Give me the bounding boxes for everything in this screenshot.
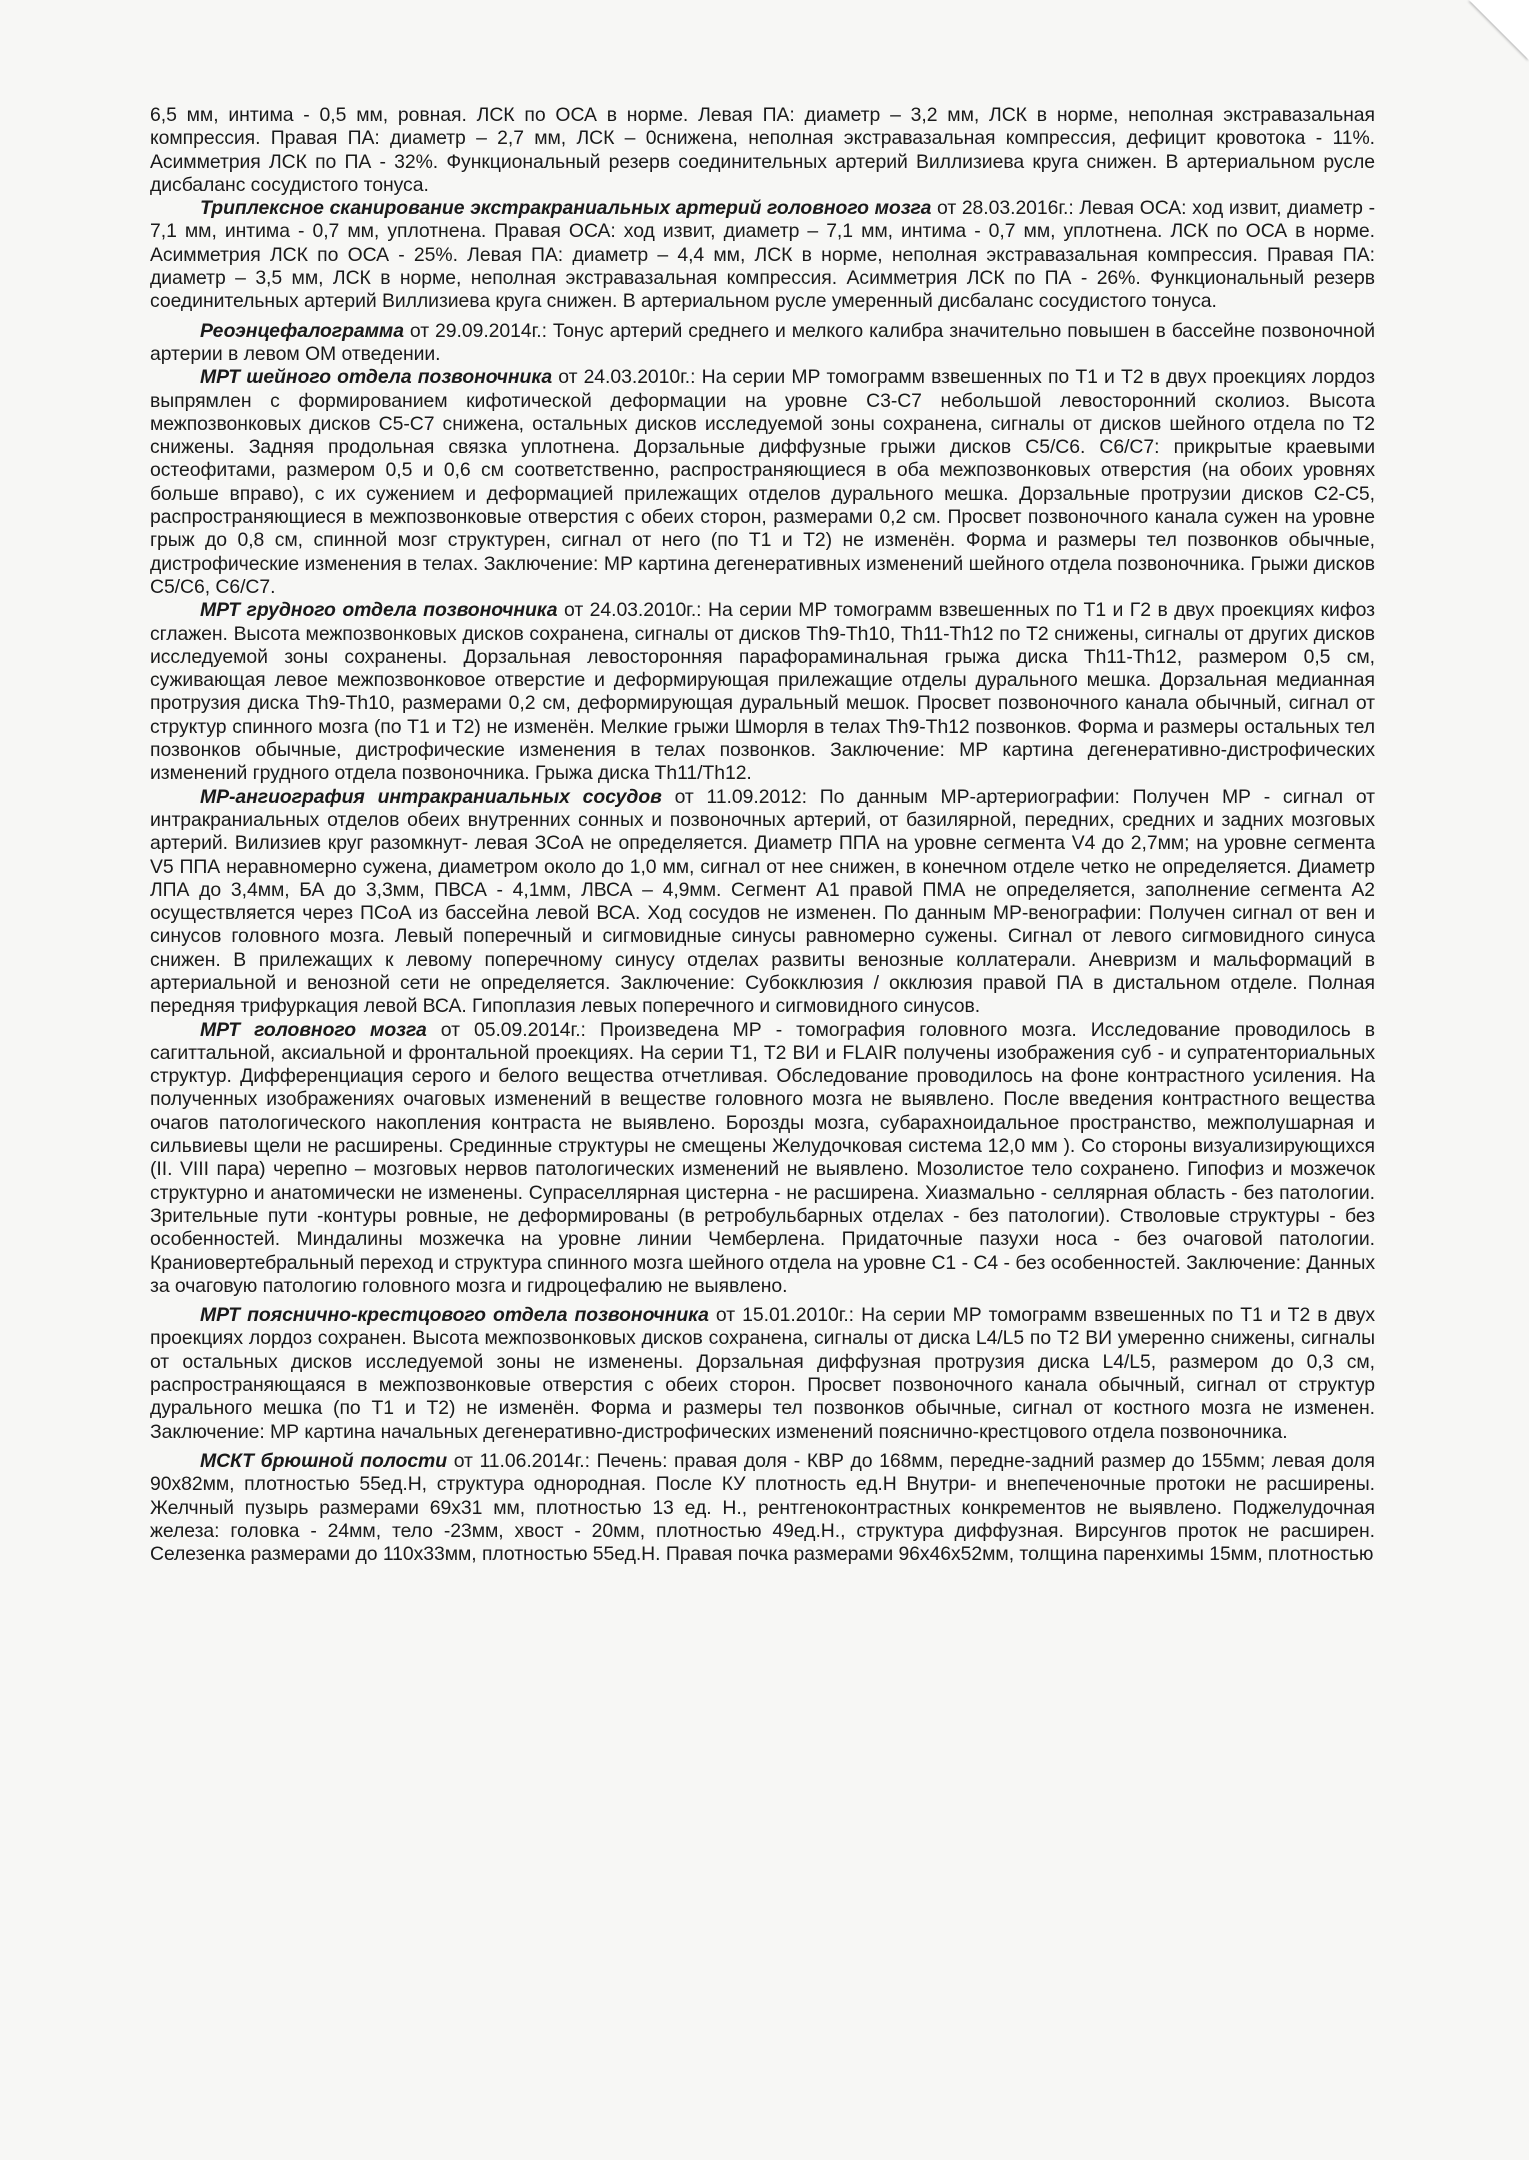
paragraph-text: 6,5 мм, интима - 0,5 мм, ровная. ЛСК по ОСА в норме. Левая ПА: диаметр – 3,2 мм, ЛСК в норме, неполная экстравазальная компрессия. Правая ПА: диаметр – 2,7 мм, ЛСК – 0снижена, неполная экстравазальная компрессия, дефицит кровотока - 11%. Асимметрия ЛСК по ПА - 32%. Функциональный резерв соединительных артерий Виллизиева круга снижен. В артериальном русле дисбаланс сосудистого тонуса. xyxy=(150,104,1375,196)
paragraph-text: от 24.03.2010г.: На серии МР томограмм взвешенных по Т1 и Г2 в двух проекциях кифоз сглажен. Высота межпозвонковых дисков сохранена, сигналы от дисков Th9-Th10, Th11-Th12 по Т2 снижены, сигналы от других дисков исследуемой зоны сохранены. Дорзальная левосторонняя парафораминальная грыжа диска Th11-Th12, размером 0,5 см, суживающая левое межпозвонковое отверстие и деформирующая прилежащие отделы дурального мешка. Дорзальная медианная протрузия диска Th9-Th10, размерами 0,2 см, деформирующая дуральный мешок. Просвет позвоночного канала обычный, сигнал от структур спинного мозга (по Т1 и Т2) не изменён. Мелкие грыжи Шморля в телах Th9-Th12 позвонков. Форма и размеры остальных тел позвонков обычные, дистрофические изменения в телах позвонков. Заключение: МР картина дегенеративно-дистрофических изменений грудного отдела позвоночника. Грыжа диска Th11/Th12. xyxy=(150,599,1375,785)
paragraph-text: от 24.03.2010г.: На серии МР томограмм взвешенных по Т1 и Т2 в двух проекциях лордоз выпрямлен с формированием кифотической деформации на уровне С3-С7 небольшой левосторонний сколиоз. Высота межпозвонковых дисков С5-С7 снижена, остальных дисков исследуемой зоны сохранена, сигналы от дисков шейного отдела по Т2 снижены. Задняя продольная связка уплотнена. Дорзальные диффузные грыжи дисков С5/С6. С6/С7: прикрытые краевыми остеофитами, размером 0,5 и 0,6 см соответственно, распространяющиеся в оба межпозвонковых отверстия (на обоих уровнях больше вправо), с их сужением и деформацией прилежащих отделов дурального мешка. Дорзальные протрузии дисков С2-С5, распространяющиеся в межпозвонковые отверстия с обеих сторон, размерами 0,2 см. Просвет позвоночного канала сужен на уровне грыж до 0,8 см, спинной мозг структурен, сигнал от него (по Т1 и Т2) не изменён. Форма и размеры тел позвонков обычные, дистрофические изменения в телах. Заключение: МР картина дегенеративных изменений шейного отдела позвоночника. Грыжи дисков С5/С6, С6/С7. xyxy=(150,366,1375,598)
paragraph-mri-lumbosacral xyxy=(150,1304,1375,1444)
paragraph-heading: МРТ головного мозга xyxy=(200,1018,427,1041)
paragraph-heading: МРТ грудного отдела позвоночника xyxy=(200,599,558,622)
paragraph-heading: МРТ пояснично-крестцового отдела позвоночника xyxy=(200,1304,709,1327)
document-page xyxy=(150,104,1375,1566)
paragraph-mr-angiography xyxy=(150,786,1375,1019)
paragraph-text: от 28.03.2016г.: Левая ОСА: ход извит, диаметр - 7,1 мм, интима - 0,7 мм, уплотнена. Правая ОСА: ход извит, диаметр – 7,1 мм, интима - 0,7 мм, уплотнена. ЛСК по ОСА в норме. Асимметрия ЛСК по ОСА - 25%. Левая ПА: диаметр – 4,4 мм, ЛСК в норме, неполная экстравазальная компрессия. Правая ПА: диаметр – 3,5 мм, ЛСК в норме, неполная экстравазальная компрессия. Асимметрия ЛСК по ПА - 26%. Функциональный резерв соединительных артерий Виллизиева круга снижен. В артериальном русле умеренный дисбаланс сосудистого тонуса. xyxy=(150,197,1375,313)
paragraph-text: от 11.06.2014г.: Печень: правая доля - КВР до 168мм, передне-задний размер до 155мм; левая доля 90х82мм, плотностью 55ед.Н, структура однородная. После КУ плотность ед.Н Внутри- и внепеченочные протоки не расширены. Желчный пузырь размерами 69х31 мм, плотностью 13 ед. Н., рентгеноконтрастных конкрементов не выявлено. Поджелудочная железа: головка - 24мм, тело -23мм, хвост - 20мм, плотностью 49ед.Н., структура диффузная. Вирсунгов проток не расширен. Селезенка размерами до 110х33мм, плотностью 55ед.Н. Правая почка размерами 96х46х52мм, толщина паренхимы 15мм, плотностью xyxy=(150,1449,1376,1566)
paragraph-mri-brain xyxy=(150,1019,1375,1299)
paragraph-continuation xyxy=(150,104,1375,197)
folded-page-corner xyxy=(1469,0,1529,60)
paragraph-mri-cervical xyxy=(150,366,1375,599)
paragraph-text: от 15.01.2010г.: На серии МР томограмм взвешенных по Т1 и Т2 в двух проекциях лордоз сохранен. Высота межпозвонковых дисков сохранена, сигналы от диска L4/L5 по Т2 ВИ умеренно снижены, сигналы от остальных дисков исследуемой зоны не изменены. Дорзальная диффузная протрузия диска L4/L5, размером до 0,3 см, распространяющаяся в межпозвонковые отверстия с обеих сторон. Просвет позвоночного канала обычный, сигнал от структур дурального мешка (по Т1 и Т2) не изменён. Форма и размеры тел позвонков обычные, сигнал от костного мозга не изменен. Заключение: МР картина начальных дегенеративно-дистрофических изменений пояснично-крестцового отдела позвоночника. xyxy=(150,1304,1375,1443)
paragraph-heading: Триплексное сканирование экстракраниальных артерий головного мозга xyxy=(200,197,932,220)
paragraph-text: от 05.09.2014г.: Произведена МР - томография головного мозга. Исследование проводилось в сагиттальной, аксиальной и фронтальной проекциях. На серии Т1, Т2 ВИ и FLAIR получены изображения суб - и супратенториальных структур. Дифференциация серого и белого вещества отчетливая. Обследование проводилось на фоне контрастного усиления. На полученных изображениях очаговых изменений в веществе головного мозга не выявлено. После введения контрастного вещества очагов патологического накопления контраста не выявлено. Борозды мозга, субарахноидальное пространство, межполушарная и сильвиевы щели не расширены. Срединные структуры не смещены Желудочковая система 12,0 мм ). Со стороны визуализирующихся (II. VIII пара) черепно – мозговых нервов патологических изменений не выявлено. Мозолистое тело сохранено. Гипофиз и мозжечок структурно и анатомически не изменены. Супраселлярная цистерна - не расширена. Хиазмально - селлярная область - без патологии. Зрительные пути -контуры ровные, не деформированы (в ретробульбарных отделах - без патологии). Стволовые структуры - без особенностей. Миндалины мозжечка на уровне линии Чемберлена. Придаточные пазухи носа - без очаговой патологии. Краниовертебральный переход и структура спинного мозга шейного отдела на уровне С1 - С4 - без особенностей. Заключение: Данных за очаговую патологию головного мозга и гидроцефалию не выявлено. xyxy=(150,1018,1375,1297)
paragraph-mri-thoracic xyxy=(150,599,1375,785)
paragraph-heading: Реоэнцефалограмма xyxy=(200,319,404,342)
paragraph-heading: МРТ шейного отдела позвоночника xyxy=(200,366,553,389)
paragraph-text: от 29.09.2014г.: Тонус артерий среднего и мелкого калибра значительно повышен в бассейне позвоночной артерии в левом ОМ отведении. xyxy=(150,319,1375,365)
paragraph-msct-abdomen xyxy=(150,1450,1375,1566)
paragraph-heading: МР-ангиография интракраниальных сосудов xyxy=(200,785,662,808)
paragraph-heading: МСКТ брюшной полости xyxy=(200,1449,448,1472)
paragraph-rheoencephalogram xyxy=(150,320,1375,367)
paragraph-text: от 11.09.2012: По данным МР-артериографии: Получен МР - сигнал от интракраниальных отделов обеих внутренних сонных и позвоночных артерий, от базилярной, передних, средних и задних мозговых артерий. Вилизиев круг разомкнут- левая ЗСоА не определяется. Диаметр ППА на уровне сегмента V4 до 2,7мм; на уровне сегмента V5 ППА неравномерно сужена, диаметром около до 1,0 мм, сигнал от нее снижен, в конечном отделе четко не определяется. Диаметр ЛПА до 3,4мм, БА до 3,3мм, ПВСА - 4,1мм, ЛВСА – 4,9мм. Сегмент А1 правой ПМА не определяется, заполнение сегмента А2 осуществляется через ПСоА из бассейна левой ВСА. Ход сосудов не изменен. По данным МР-венографии: Получен сигнал от вен и синусов головного мозга. Левый поперечный и сигмовидные синусы равномерно сужены. Сигнал от левого сигмовидного синуса снижен. В прилежащих к левому поперечному синусу отделах развиты венозные коллатерали. Аневризм и мальформаций в артериальной и венозной сети не определяется. Заключение: Субокклюзия / окклюзия правой ПА в дистальном отделе. Полная передняя трифуркация левой ВСА. Гипоплазия левых поперечного и сигмовидного синусов. xyxy=(150,785,1375,1018)
paragraph-triplex-scan xyxy=(150,197,1375,313)
